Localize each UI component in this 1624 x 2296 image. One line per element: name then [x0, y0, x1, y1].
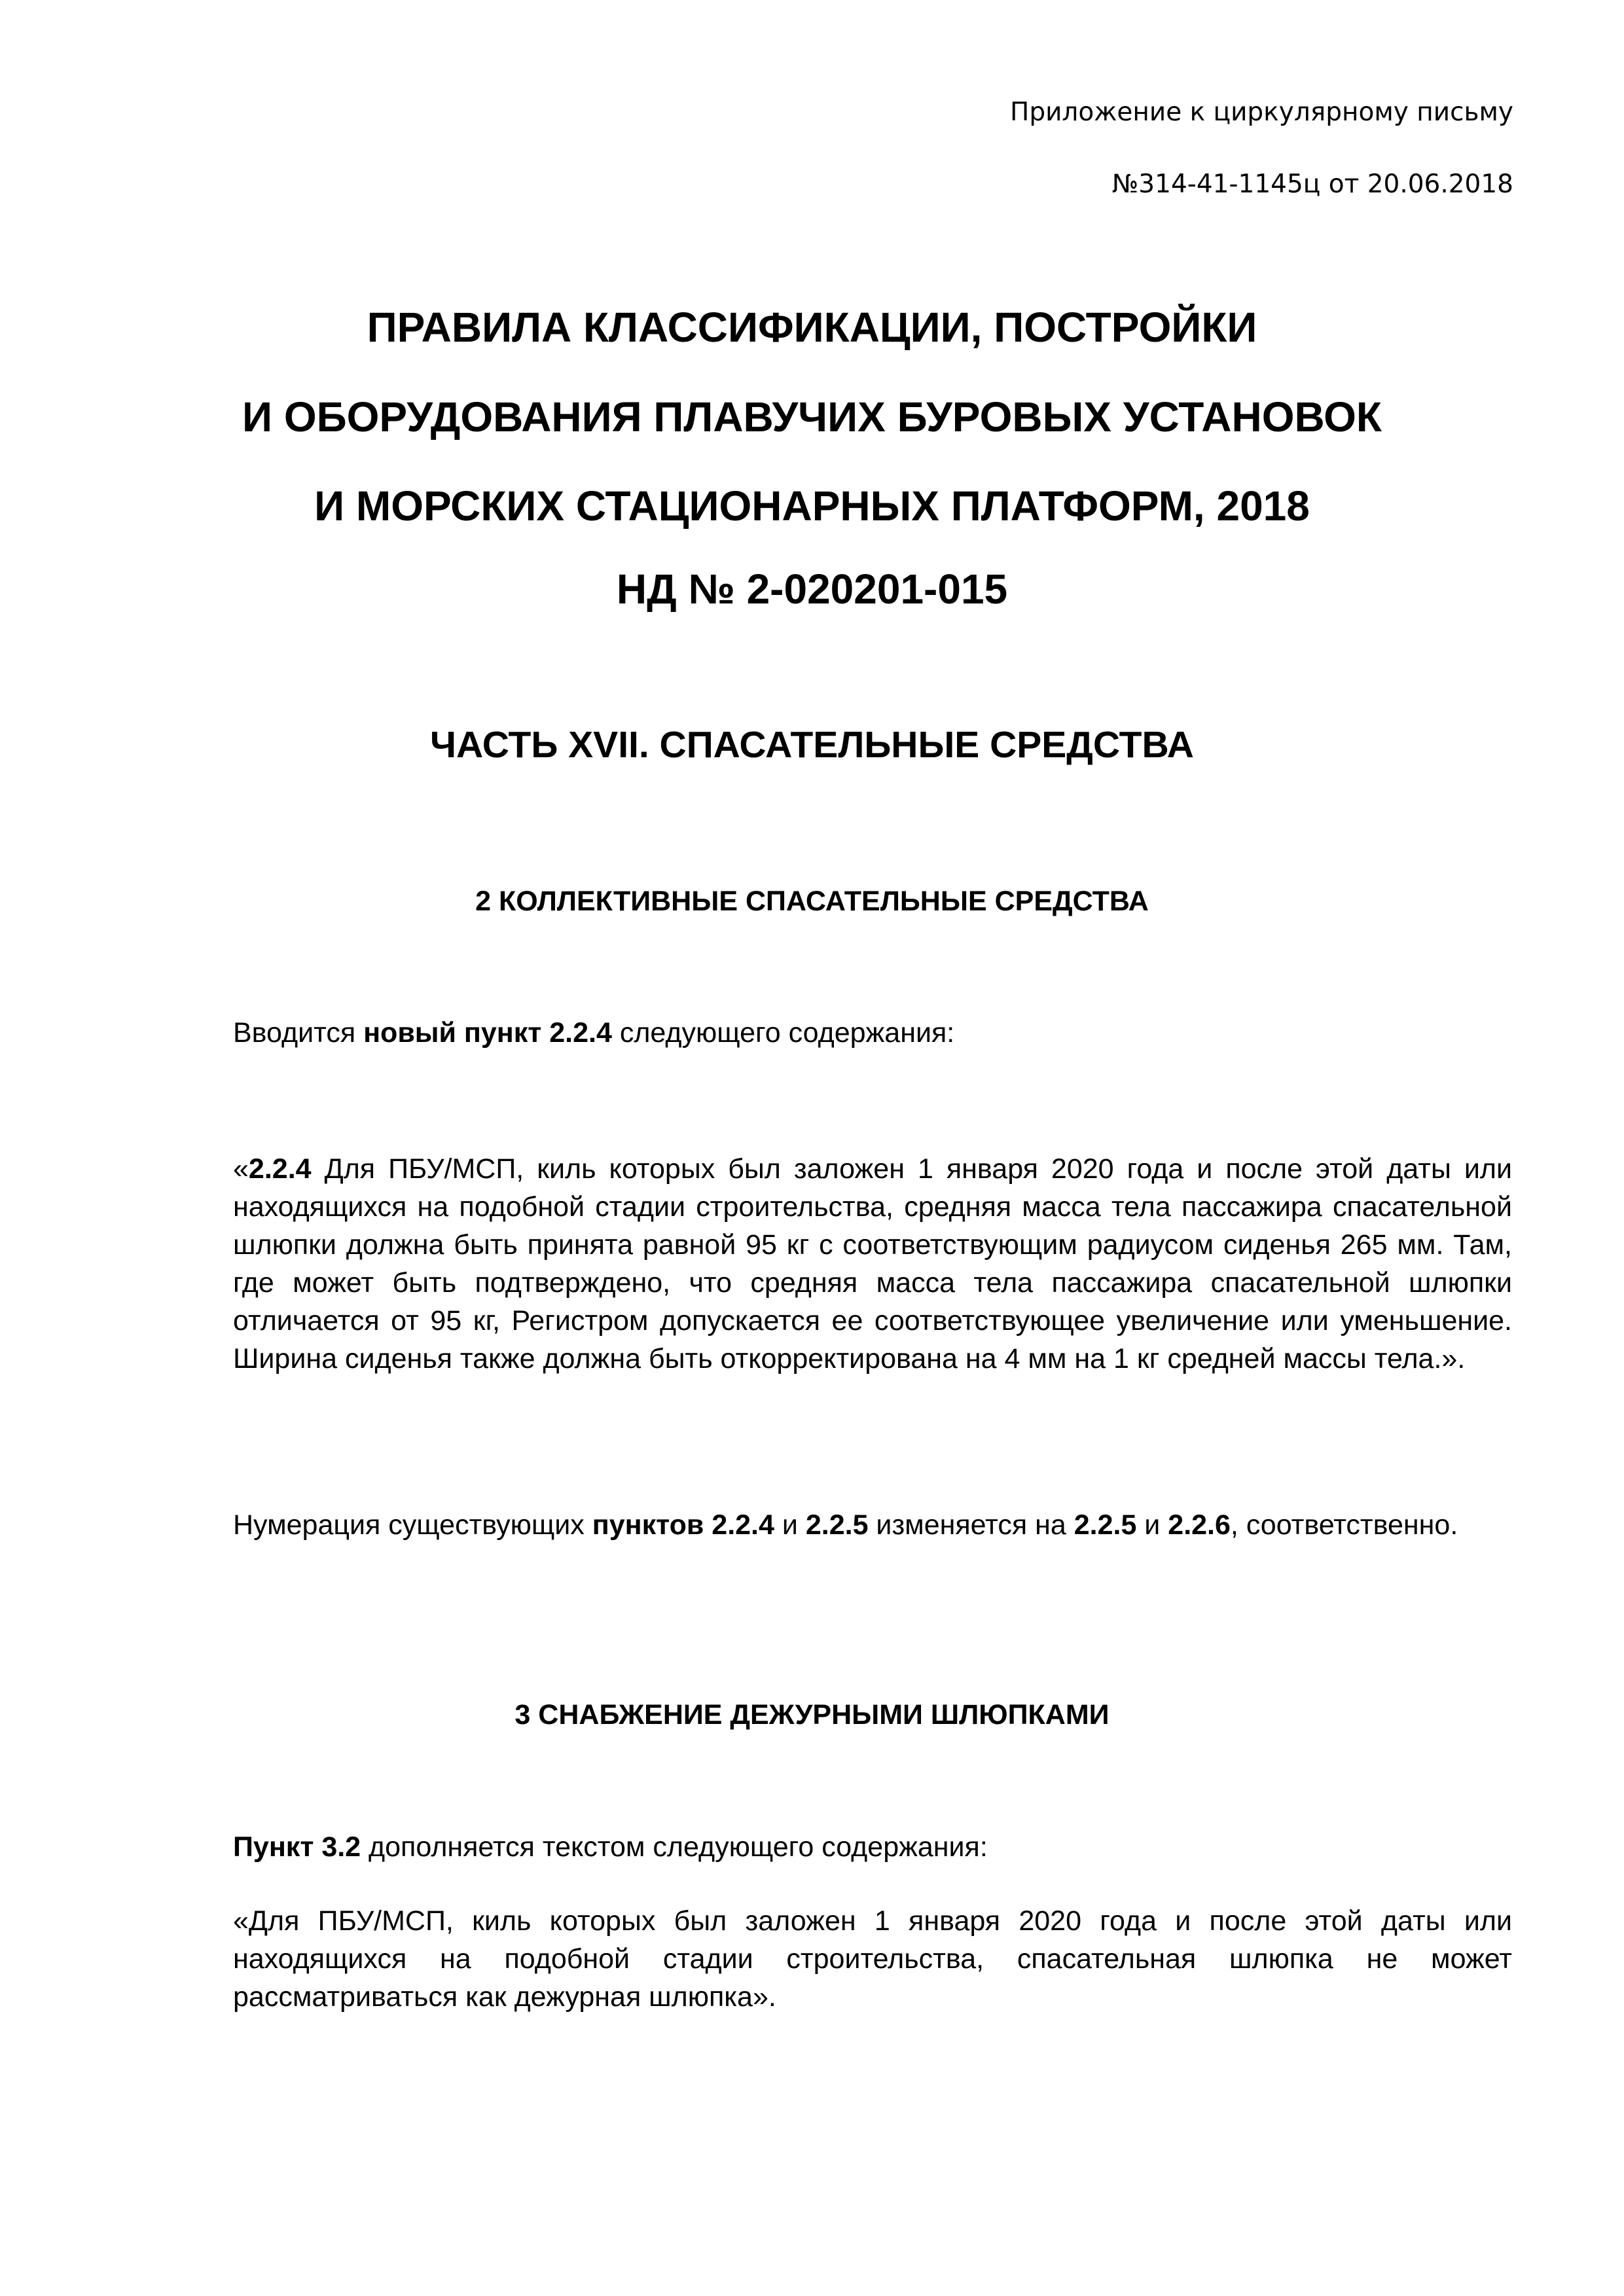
- renum-text-5: , соответственно.: [1230, 1509, 1458, 1541]
- title-line-3: И МОРСКИХ СТАЦИОНАРНЫХ ПЛАТФОРМ, 2018: [314, 482, 1310, 529]
- title-line-2: И ОБОРУДОВАНИЯ ПЛАВУЧИХ БУРОВЫХ УСТАНОВОК: [242, 393, 1382, 440]
- part-heading: ЧАСТЬ XVII. СПАСАТЕЛЬНЫЕ СРЕДСТВА: [430, 724, 1194, 766]
- renum-text-4: и: [1136, 1509, 1168, 1541]
- intro-prefix: Вводится: [233, 1017, 364, 1049]
- renum-text-1: Нумерация существующих: [233, 1509, 592, 1541]
- section-2-heading: 2 КОЛЛЕКТИВНЫЕ СПАСАТЕЛЬНЫЕ СРЕДСТВА: [475, 886, 1149, 917]
- renum-text-3: изменяется на: [868, 1509, 1074, 1541]
- intro-bold: новый пункт 2.2.4: [363, 1017, 612, 1049]
- quote-paragraph-3-2: «Для ПБУ/МСП, киль которых был заложен 1 января 2020 года и после этой даты или находящихся на подобной стадии строительства, спасательная шлюпка не может рассматриваться как дежурная шлюпка».: [233, 1905, 1512, 2013]
- point-text: дополняется текстом следующего содержания:: [361, 1831, 988, 1863]
- renum-bold-2: 2.2.5: [805, 1509, 869, 1541]
- title-line-1: ПРАВИЛА КЛАССИФИКАЦИИ, ПОСТРОЙКИ: [367, 304, 1257, 351]
- point-bold: Пункт 3.2: [233, 1831, 361, 1863]
- point-3-2-paragraph: [233, 1828, 1512, 1866]
- quote-open: «: [233, 1153, 249, 1185]
- appendix-line-2: №314-41-1145ц от 20.06.2018: [1111, 170, 1513, 199]
- appendix-line-1: Приложение к циркулярному письму: [1010, 98, 1513, 127]
- section-3-heading: 3 СНАБЖЕНИЕ ДЕЖУРНЫМИ ШЛЮПКАМИ: [514, 1699, 1110, 1731]
- renumbering-paragraph: [233, 1506, 1512, 1544]
- quote-clause-number: 2.2.4: [248, 1153, 312, 1185]
- renum-text-2: и: [774, 1509, 806, 1541]
- quote-paragraph-2-2-4: [233, 1150, 1512, 1378]
- intro-suffix: следующего содержания:: [611, 1017, 955, 1049]
- intro-paragraph: [233, 1014, 1512, 1052]
- renum-bold-1: пунктов 2.2.4: [592, 1509, 774, 1541]
- document-number: НД № 2-020201-015: [616, 565, 1008, 613]
- renum-bold-4: 2.2.6: [1168, 1509, 1231, 1541]
- quote-text: Для ПБУ/МСП, киль которых был заложен 1 января 2020 года и после этой даты или находящихся на подобной стадии строительства, средняя масса тела пассажира спасательной шлюпки должна быть принята равной 95 кг с соответствующим радиусом сиденья 265 мм. Там, где может быть подтверждено, что средняя масса тела пассажира спасательной шлюпки отличается от 95 кг, Регистром допускается ее соответствующее увеличение или уменьшение. Ширина сиденья также должна быть откорректирована на 4 мм на 1 кг средней массы тела.».: [233, 1153, 1512, 1374]
- renum-bold-3: 2.2.5: [1074, 1509, 1137, 1541]
